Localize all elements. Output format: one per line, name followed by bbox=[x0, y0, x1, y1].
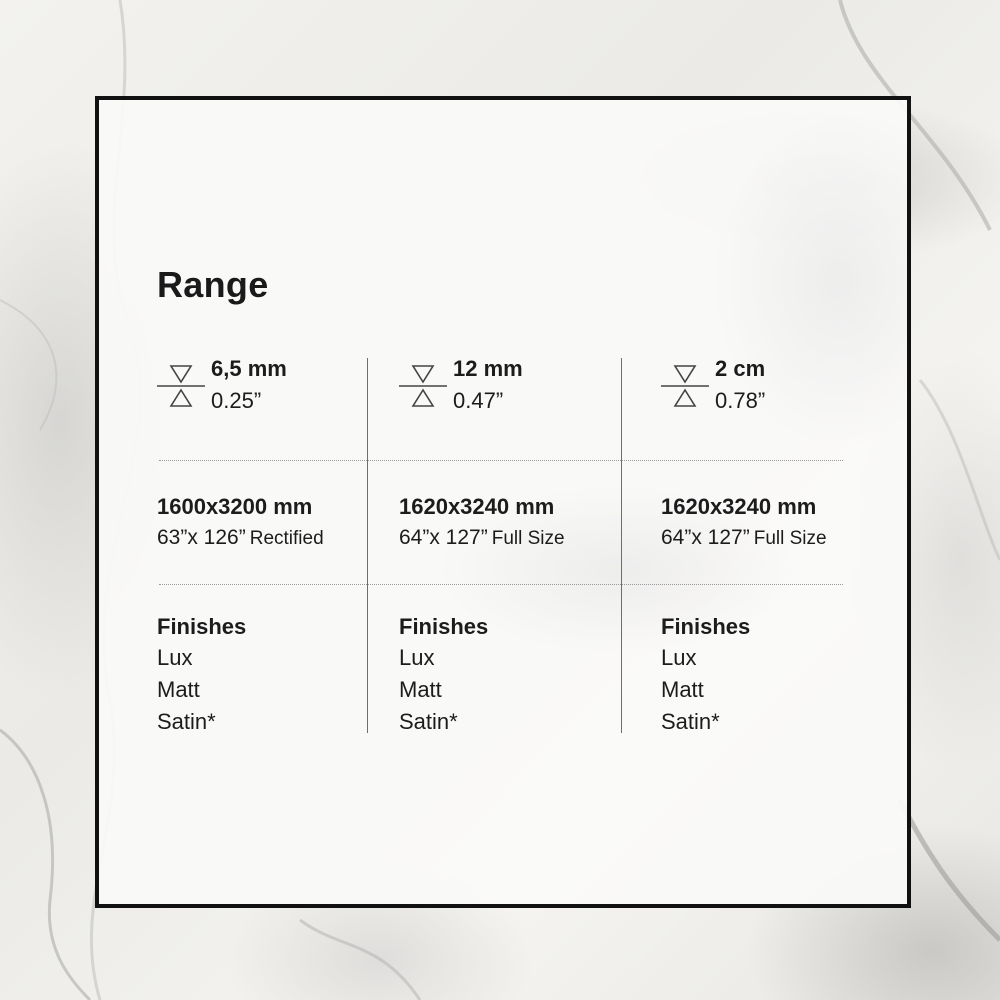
thickness-imperial: 0.25” bbox=[211, 388, 262, 413]
size-metric: 1620x3240 mm bbox=[399, 494, 555, 519]
finish-item: Lux bbox=[399, 645, 435, 670]
finishes-list bbox=[399, 614, 488, 738]
thickness-value: 2 cm bbox=[715, 356, 766, 381]
size-spec bbox=[157, 494, 324, 550]
size-spec bbox=[399, 494, 565, 550]
size-imperial: 64”x 127” bbox=[399, 526, 488, 549]
size-imperial-line bbox=[157, 526, 324, 550]
finish-item: Satin* bbox=[661, 709, 720, 734]
row-divider bbox=[159, 460, 843, 461]
finish-item: Matt bbox=[399, 677, 442, 702]
finishes-list bbox=[157, 614, 246, 738]
thickness-spec bbox=[661, 356, 886, 422]
size-tag: Full Size bbox=[491, 528, 565, 549]
size-metric: 1600x3200 mm bbox=[157, 494, 313, 519]
thickness-imperial: 0.47” bbox=[453, 388, 504, 413]
page-title: Range bbox=[157, 264, 269, 305]
thickness-spec bbox=[157, 356, 382, 422]
finishes-title: Finishes bbox=[661, 614, 751, 639]
finish-item: Satin* bbox=[157, 709, 216, 734]
finish-item: Matt bbox=[157, 677, 200, 702]
thickness-imperial: 0.78” bbox=[715, 388, 766, 413]
finish-item: Matt bbox=[661, 677, 704, 702]
size-metric: 1620x3240 mm bbox=[661, 494, 817, 519]
finishes-title: Finishes bbox=[399, 614, 489, 639]
thickness-value: 6,5 mm bbox=[211, 356, 287, 381]
range-column bbox=[157, 356, 382, 734]
size-imperial-line bbox=[399, 526, 565, 550]
range-column bbox=[399, 356, 624, 734]
size-spec bbox=[661, 494, 827, 550]
finishes-title: Finishes bbox=[157, 614, 247, 639]
thickness-triangles-icon bbox=[399, 362, 447, 410]
finishes-list bbox=[661, 614, 750, 738]
size-imperial: 64”x 127” bbox=[661, 526, 750, 549]
row-divider bbox=[159, 584, 843, 585]
thickness-value: 12 mm bbox=[453, 356, 523, 381]
finish-item: Lux bbox=[661, 645, 697, 670]
range-card bbox=[95, 96, 911, 908]
thickness-triangles-icon bbox=[661, 362, 709, 410]
size-imperial: 63”x 126” bbox=[157, 526, 246, 549]
size-tag: Rectified bbox=[249, 528, 324, 549]
size-imperial-line bbox=[661, 526, 827, 550]
size-tag: Full Size bbox=[753, 528, 827, 549]
finish-item: Satin* bbox=[399, 709, 458, 734]
finish-item: Lux bbox=[157, 645, 193, 670]
thickness-triangles-icon bbox=[157, 362, 205, 410]
range-column bbox=[661, 356, 886, 734]
thickness-spec bbox=[399, 356, 624, 422]
